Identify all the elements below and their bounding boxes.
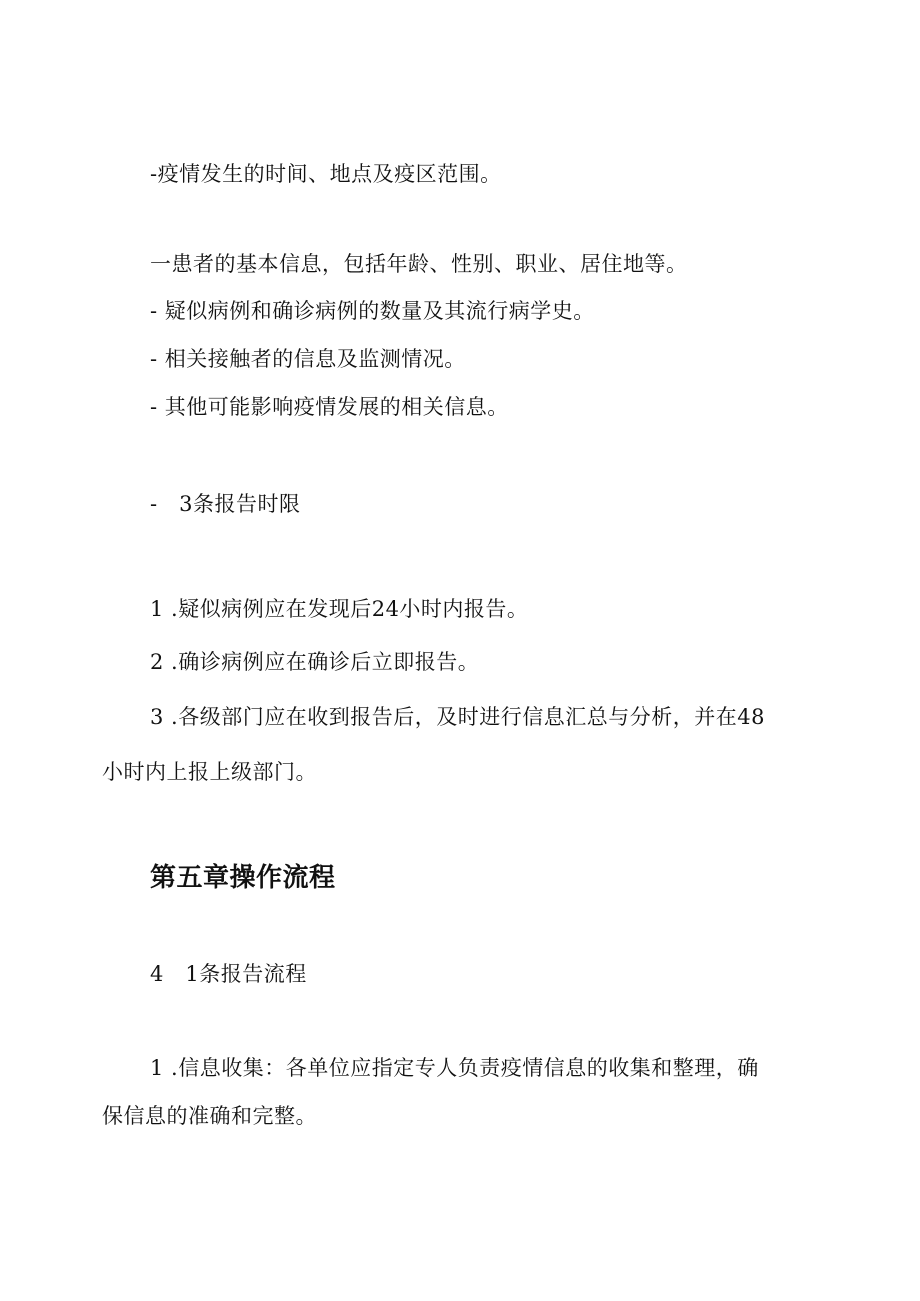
article-3-item-3-continued: 小时内上报上级部门。 xyxy=(102,760,317,784)
article-4-1-item-1-continued: 保信息的准确和完整。 xyxy=(102,1104,317,1128)
article-3-item-1: 1 .疑似病例应在发现后24小时内报告。 xyxy=(150,597,529,621)
article-3-item-2: 2 .确诊病例应在确诊后立即报告。 xyxy=(150,650,480,674)
chapter-heading: 第五章操作流程 xyxy=(150,863,336,893)
info-item-patient: 一患者的基本信息，包括年龄、性别、职业、居住地等。 xyxy=(150,252,688,276)
info-item-cases: - 疑似病例和确诊病例的数量及其流行病学史。 xyxy=(150,299,595,323)
article-4-1-item-1: 1 .信息收集：各单位应指定专人负责疫情信息的收集和整理，确 xyxy=(150,1056,759,1080)
article-3-item-3: 3 .各级部门应在收到报告后，及时进行信息汇总与分析，并在48 xyxy=(150,705,765,729)
info-item-other: - 其他可能影响疫情发展的相关信息。 xyxy=(150,395,509,419)
article-4-1-title: 4 1条报告流程 xyxy=(150,962,307,986)
article-3-title: - 3条报告时限 xyxy=(150,492,301,516)
info-item-time-place: -疫情发生的时间、地点及疫区范围。 xyxy=(150,162,502,186)
info-item-contacts: - 相关接触者的信息及监测情况。 xyxy=(150,347,466,371)
